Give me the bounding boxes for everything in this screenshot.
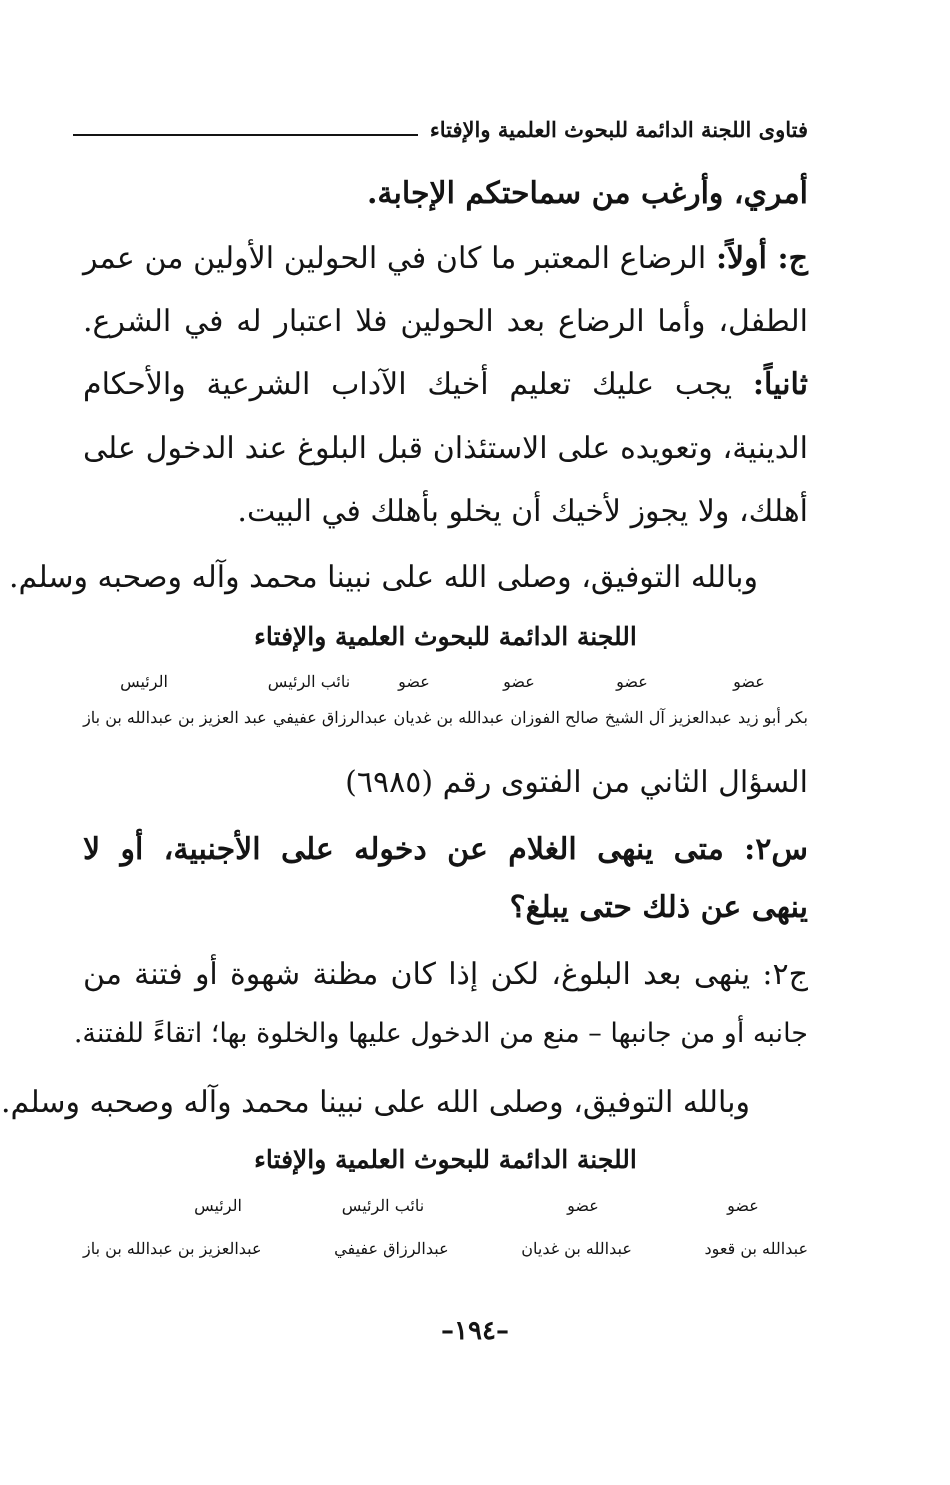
signatory-name: عبدالعزيز آل الشيخ (604, 708, 732, 727)
signature-names (83, 708, 808, 727)
text-line: أهلك، ولا يجوز لأخيك أن يخلو بأهلك في البيت. (237, 494, 808, 529)
committee-name: اللجنة الدائمة للبحوث العلمية والإفتاء (254, 1145, 637, 1174)
signature-title: عضو (398, 672, 430, 691)
signatory-name: عبدالله بن غديان (521, 1239, 632, 1258)
signatory-name: عبدالعزيز بن عبدالله بن باز (83, 1239, 262, 1258)
closing-line: وبالله التوفيق، وصلى الله على نبينا محمد وآله وصحبه وسلم. (0, 1085, 750, 1120)
answer-text: يجب عليك تعليم أخيك الآداب الشرعية والأحكام (83, 367, 753, 402)
signatory-name: عبدالرزاق عفيفي (334, 1239, 449, 1258)
question-line: ينهى عن ذلك حتى يبلغ؟ (509, 890, 808, 925)
question-line: س٢: متى ينهى الغلام عن دخوله على الأجنبية، أو لا (83, 832, 808, 867)
signature-title: الرئيس (194, 1196, 242, 1215)
header-rule (73, 134, 418, 136)
signatory-name: عبدالله بن قعود (704, 1239, 808, 1258)
answer-text: الرضاع المعتبر ما كان في الحولين الأولين من عمر (83, 241, 716, 276)
signature-title: عضو (567, 1196, 599, 1215)
committee-name: اللجنة الدائمة للبحوث العلمية والإفتاء (254, 622, 637, 651)
signature-title: عضو (616, 672, 648, 691)
signature-title: عضو (727, 1196, 759, 1215)
question-title: السؤال الثاني من الفتوى رقم (٦٩٨٥) (345, 765, 808, 800)
page-number: –١٩٤– (441, 1316, 509, 1346)
text-line: أمري، وأرغب من سماحتكم الإجابة. (366, 176, 808, 211)
answer-line: ج٢: ينهى بعد البلوغ، لكن إذا كان مظنة شهوة أو فتنة من (83, 957, 808, 992)
answer-lead: ثانياً: (752, 367, 808, 402)
text-line (83, 241, 808, 277)
header-title: فتاوى اللجنة الدائمة للبحوث العلمية والإفتاء (429, 116, 808, 142)
signatory-name: صالح الفوزان (510, 708, 599, 727)
signature-title: عضو (503, 672, 535, 691)
signatory-name: عبدالرزاق عفيفي (272, 708, 388, 727)
signatory-name: بكر أبو زيد (737, 708, 808, 727)
text-line: الدينية، وتعويده على الاستئذان قبل البلوغ عند الدخول على (83, 431, 808, 466)
text-line (83, 367, 808, 403)
text-line: الطفل، وأما الرضاع بعد الحولين فلا اعتبار له في الشرع. (83, 304, 808, 339)
signature-titles (83, 672, 808, 691)
answer-line: جانبه أو من جانبها – منع من الدخول عليها والخلوة بها؛ اتقاءً للفتنة. (73, 1018, 808, 1049)
signature-title: الرئيس (120, 672, 168, 691)
closing-line: وبالله التوفيق، وصلى الله على نبينا محمد وآله وصحبه وسلم. (8, 560, 758, 595)
signature-titles (83, 1196, 808, 1215)
signature-title: نائب الرئيس (267, 672, 351, 691)
signature-title (204, 672, 254, 691)
signature-title: عضو (733, 672, 765, 691)
signatory-name: عبدالله بن غديان (393, 708, 505, 727)
signatory-name: عبد العزيز بن عبدالله بن باز (83, 708, 267, 727)
answer-lead: ج: أولاً: (715, 241, 809, 276)
signature-names (83, 1239, 808, 1258)
running-header (73, 112, 808, 146)
signature-title: نائب الرئيس (341, 1196, 425, 1215)
